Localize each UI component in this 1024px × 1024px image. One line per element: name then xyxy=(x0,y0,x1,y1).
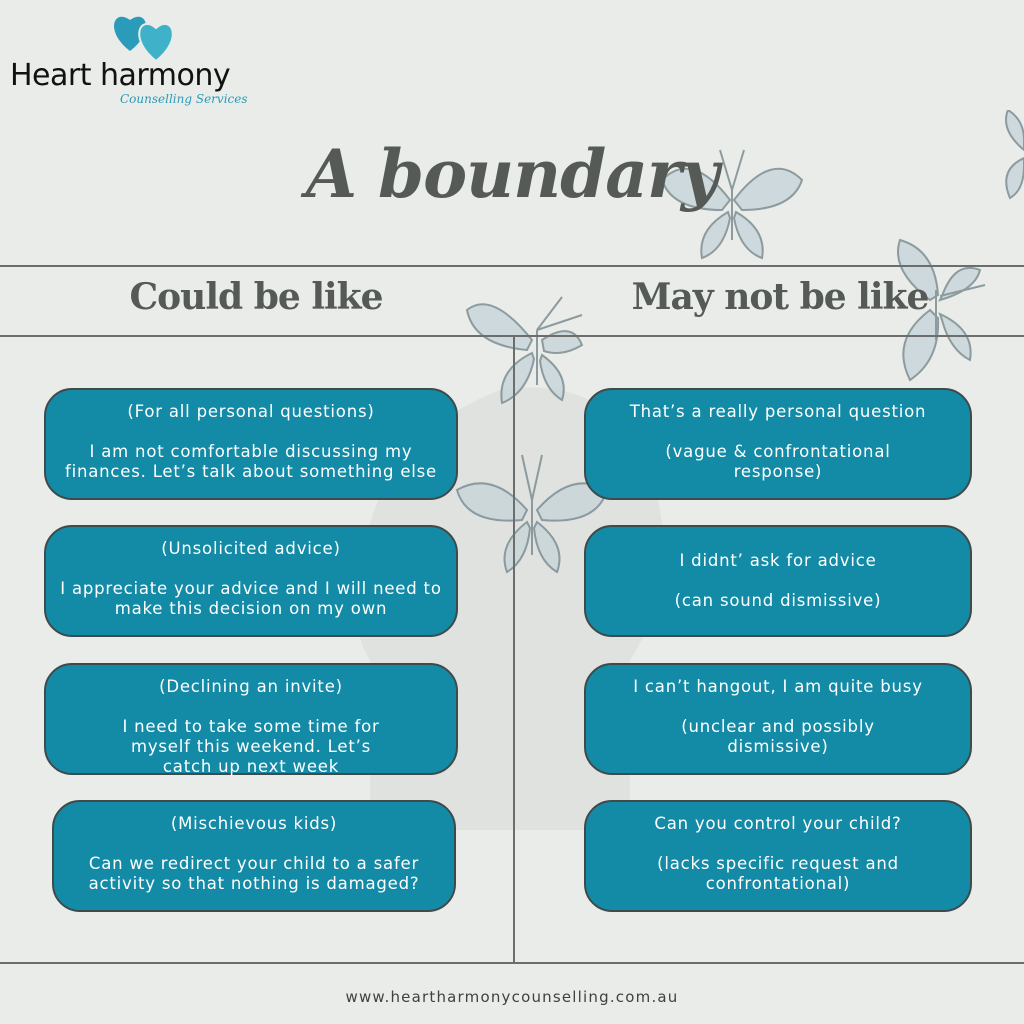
card-note: (vague & confrontational response) xyxy=(665,442,891,481)
divider-header xyxy=(0,335,1024,337)
card-text: I didnt’ ask for advice xyxy=(679,551,877,570)
card-text: I appreciate your advice and I will need to make this decision on my own xyxy=(60,579,442,618)
may-not-be-like-card xyxy=(584,663,972,775)
brand-logo xyxy=(10,6,270,106)
card-note: (unclear and possibly dismissive) xyxy=(681,717,875,756)
could-be-like-card xyxy=(44,663,458,775)
could-be-like-card xyxy=(44,388,458,500)
card-category: (Unsolicited advice) xyxy=(161,539,341,558)
card-text: Can you control your child? xyxy=(654,814,902,833)
card-note: (lacks specific request and confrontational) xyxy=(657,854,899,893)
card-category: (For all personal questions) xyxy=(127,402,375,421)
card-text: Can we redirect your child to a safer activity so that nothing is damaged? xyxy=(88,854,420,893)
column-divider xyxy=(513,337,515,963)
brand-tagline: Counselling Services xyxy=(120,92,248,106)
divider-top xyxy=(0,265,1024,267)
page-title: A boundary xyxy=(305,135,719,213)
could-be-like-card xyxy=(44,525,458,637)
card-category: (Declining an invite) xyxy=(159,677,343,696)
website-url: www.heartharmonycounselling.com.au xyxy=(345,988,679,1006)
card-category: (Mischievous kids) xyxy=(170,814,338,833)
column-heading-may-not-be-like: May not be like xyxy=(631,276,929,318)
card-text: I need to take some time for myself this weekend. Let’s catch up next week xyxy=(122,717,380,776)
card-text: I can’t hangout, I am quite busy xyxy=(633,677,923,696)
hearts-icon xyxy=(108,6,188,66)
may-not-be-like-card xyxy=(584,525,972,637)
card-note: (can sound dismissive) xyxy=(674,591,882,610)
column-heading-could-be-like: Could be like xyxy=(129,276,383,318)
could-be-like-card xyxy=(52,800,456,912)
card-text: That’s a really personal question xyxy=(629,402,927,421)
divider-bottom xyxy=(0,962,1024,964)
may-not-be-like-card xyxy=(584,800,972,912)
card-text: I am not comfortable discussing my finances. Let’s talk about something else xyxy=(64,442,438,481)
may-not-be-like-card xyxy=(584,388,972,500)
brand-name: Heart harmony xyxy=(10,58,231,93)
